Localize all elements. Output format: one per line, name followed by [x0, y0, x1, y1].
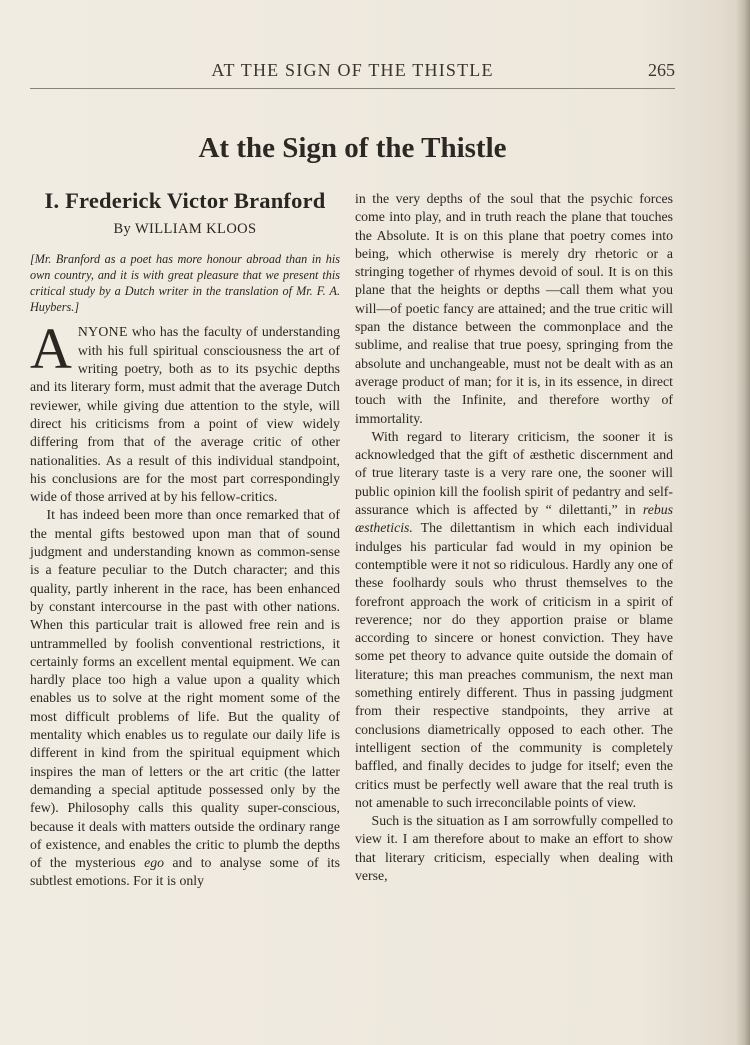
paragraph-2-continued: in the very depths of the soul that the psychic forces come into play, and in truth reach the plane that touches the Absolute. It is on this plane that poetry comes into being, which otherwise is merely dry rhetoric or a stringing together of rhymes devoid of soul. It is on this plane that the heights or depths —call them what you will—of poetic fancy are attained; and the true critic will span the distance between the commonplace and the sublime, and realise that true poesy, springing from the absolute and unchangeable, must not be dealt with as an average product of man; for it is, in its essence, in direct touch with the Infinite, and therefore worthy of immortality. [355, 191, 673, 426]
main-title: At the Sign of the Thistle [198, 132, 507, 164]
page-number: 265 [648, 60, 675, 80]
paragraph-2-italic-ego: ego [144, 855, 164, 871]
lead-word: NYONE [77, 324, 128, 340]
paragraph-2-text-a: It has indeed been more than once remarked that of the mental gifts bestowed upon man that of sound judgment and understanding known as common-sense is a feature peculiar to the Dutch character; and this quality, partly inherent in the race, has been enhanced by constant intercourse in the past with other nations. When this particular trait is allowed free rein and is untrammelled by foolish conventional restrictions, it certainly forms an excellent mental equipment. We can hardly place too high a value upon a quality which enables us to solve at the right moment some of the most difficult problems of life. But the quality of mentality which enables us to regulate our daily life is different in kind from the spiritual equipment which inspires the man of letters or the art critic (the latter demanding a special aptitude possessed only by the few). Philosophy calls this quality super-conscious, because it deals with matters outside the ordinary range of existence, and enables the critic to plumb the depths of the mysterious [30, 507, 340, 871]
running-head [30, 60, 675, 89]
drop-cap: A [30, 316, 72, 382]
paragraph-3-text-b: The dilettantism in which each individual indulges his particular fad would in my opinion be contemptible were it not so ridiculous. Hardly any one of these foolhardy souls who thrust themselves to the forefront approach the work of criticism in a spirit of reverence; nor do they apportion praise or blame according to sincere or honest conviction. They have some pet theory to advance quite outside the domain of literature; this man preaches communism, the next man something entirely different. Thus in passing judgment from their respective standpoints, they arrive at conclusions diametrically opposed to each other. The intelligent section of the community is completely baffled, and finally decides to judge for itself; even the critics must be perfectly well aware that the real truth is not amenable to such irreconcilable points of view. [355, 520, 673, 810]
byline: By WILLIAM KLOOS [113, 221, 257, 237]
editorial-note: [Mr. Branford as a poet has more honour abroad than in his own country, and it is with great pleasure that we present this critical study by a Dutch writer in the translation of Mr. F. A. Huybers.] [30, 252, 340, 314]
left-column [30, 186, 340, 891]
paragraph-1 [30, 316, 340, 506]
paragraph-3-italic: rebus æstheticis. [355, 502, 673, 536]
page-edge-shadow [736, 0, 750, 1045]
paragraph-4: Such is the situation as I am sorrowfully compelled to view it. I am therefore about to make an effort to show that literary criticism, especially when dealing with verse, [355, 813, 673, 883]
right-column [355, 190, 673, 885]
paragraph-3-text-a: With regard to literary criticism, the sooner it is acknowledged that the gift of æsthetic discernment and of true literary taste is a very rare one, the sooner will public opinion kill the foolish spirit of pedantry and self-assurance which is affected by “ dilettanti,” in [355, 428, 673, 518]
paragraph-2-text-b: and to analyse some of its subtlest emotions. For it is only [30, 855, 341, 889]
paragraph-1-text: who has the faculty of understanding with his full spiritual consciousness the art of writing poetry, both as to its psychic depths and its literary form, must admit that the average Dutch reviewer, while giving due attention to the style, will direct his criticisms from a point of view widely differing from that of the average critic of other nationalities. As a result of this individual standpoint, his conclusions are for the most part correspondingly wide of those arrived at by his fellow-critics. [30, 324, 340, 505]
paragraph-2 [30, 506, 340, 890]
article-title: I. Frederick Victor Branford [44, 188, 326, 213]
paragraph-3 [355, 428, 673, 812]
running-head-title: AT THE SIGN OF THE THISTLE [211, 60, 494, 80]
